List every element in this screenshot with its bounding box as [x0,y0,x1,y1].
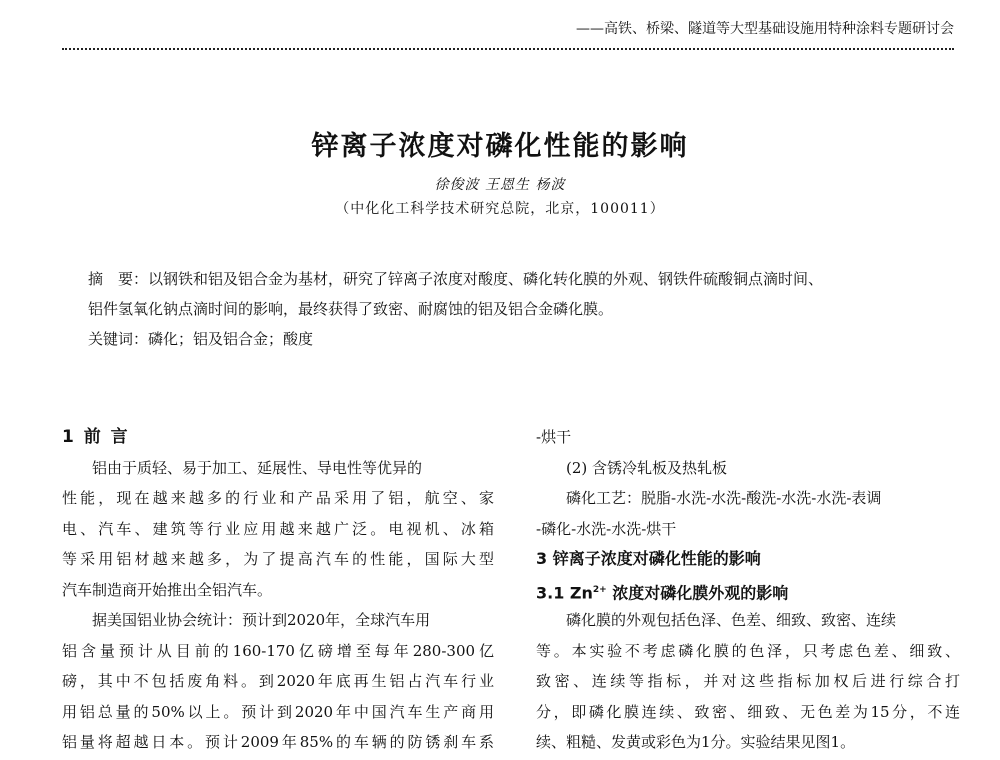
section-3-1-prefix: 3.1 Zn [536,582,593,602]
paragraph-line: 汽车制造商开始推出全铝汽车。 [62,580,273,599]
keywords-text: 磷化；铝及铝合金；酸度 [148,330,314,348]
paragraph-line: 铝由于质轻、易于加工、延展性、导电性等优异的 [92,458,423,477]
keywords-label: 关键词： [88,330,149,348]
paper-affiliation: （中化化工科学技术研究总院，北京，100011） [335,201,665,217]
abstract-text-line2: 铝件氢氧化钠点滴时间的影响，最终获得了致密、耐腐蚀的铝及铝合金磷化膜。 [88,300,614,318]
paragraph-line: 等。本实验不考虑磷化膜的色泽，只考虑色差、细致、 [536,641,960,660]
section-3-1-heading [536,575,960,606]
process-line: -磷化-水洗-水洗-烘干 [536,519,677,538]
abstract-label: 摘 要： [88,270,149,288]
paragraph-line: 据美国铝业协会统计：预计到2020年，全球汽车用 [92,611,431,629]
paragraph-line: 电、汽车、建筑等行业应用越来越广泛。电视机、冰箱 [62,519,494,538]
right-column [536,422,960,758]
zinc-charge-superscript: 2+ [592,584,607,595]
paragraph-line: 分，即磷化膜连续、致密、细致、无色差为15分，不连 [536,702,960,721]
abstract-text-line1: 以钢铁和铝及铝合金为基材，研究了锌离子浓度对酸度、磷化转化膜的外观、钢铁件硫酸铜点滴时间、 [148,270,824,288]
running-header [62,18,954,50]
left-column [62,422,494,758]
abstract [88,264,958,324]
section-1-heading: 1 前 言 [62,427,130,447]
paragraph-line: 性能，现在越来越多的行业和产品采用了铝，航空、家 [62,489,494,507]
process-line: 磷化工艺：脱脂-水洗-水洗-酸洗-水洗-水洗-表调 [566,489,882,507]
keywords [88,324,958,354]
paragraph-line: 铝量将超越日本。预计2009年85%的车辆的防锈刹车系 [62,733,494,751]
section-3-1-title: 浓度对磷化膜外观的影响 [606,582,789,602]
paper-title: 锌离子浓度对磷化性能的影响 [311,131,689,162]
paragraph-line: 用铝总量的50%以上。预计到2020年中国汽车生产商用 [62,702,494,721]
paper-authors: 徐俊波 王恩生 杨波 [434,177,566,193]
paragraph-line: 等采用铝材越来越多，为了提高汽车的性能，国际大型 [62,550,494,568]
paragraph-line: 磷化膜的外观包括色泽、色差、细致、致密、连续 [566,611,897,629]
process-line-dry: -烘干 [536,428,572,446]
paragraph-line: 续、粗糙、发黄或彩色为1分。实验结果见图1。 [536,733,856,751]
paragraph-line: 致密、连续等指标，并对这些指标加权后进行综合打 [536,672,960,690]
paragraph-line: 磅，其中不包括废角料。到2020年底再生铝占汽车行业 [62,672,494,690]
section-3-heading: 3 锌离子浓度对磷化性能的影响 [536,549,761,568]
paragraph-line: 铝含量预计从目前的160-170亿磅增至每年280-300亿 [62,641,494,660]
sub-item-rusty-plate: (2) 含锈冷轧板及热轧板 [566,458,728,477]
running-title: ——高铁、桥梁、隧道等大型基础设施用特种涂料专题研讨会 [576,21,954,37]
